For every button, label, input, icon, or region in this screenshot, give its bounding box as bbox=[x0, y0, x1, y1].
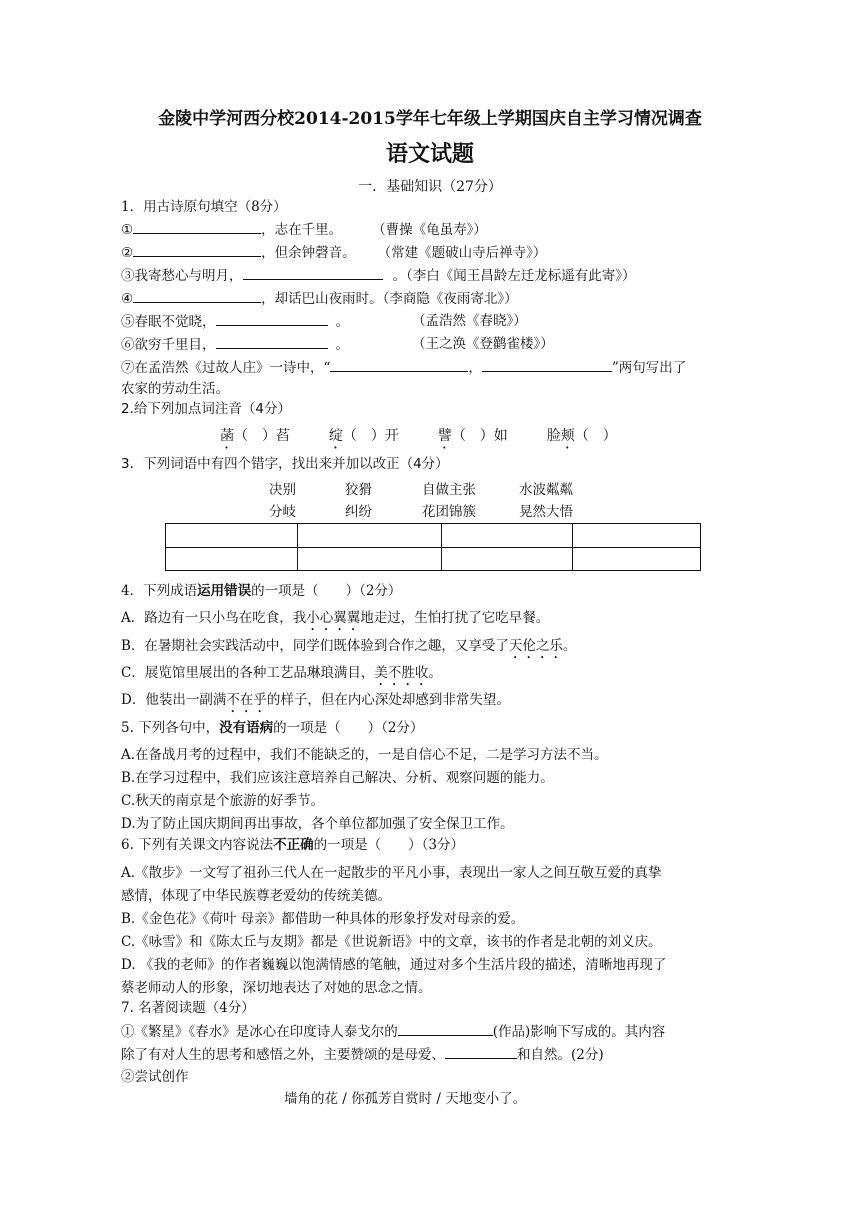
q2-items bbox=[220, 426, 617, 452]
answer-blank[interactable] bbox=[398, 1021, 493, 1036]
q5-option-a: A.在备战月考的过程中，我们不能缺乏的，一是自信心不足，二是学习方法不当。 bbox=[121, 747, 608, 763]
answer-cell[interactable] bbox=[298, 547, 442, 571]
q2-item: 菡（ ）萏 bbox=[220, 428, 290, 444]
q1-item-3: ③我寄愁心与明月， 。（李白《闻王昌龄左迁龙标遥有此寄》） bbox=[121, 265, 636, 286]
q6-stem: 6. 下列有关课文内容说法不正确的一项是（ ）（3分） bbox=[121, 837, 465, 853]
q6-option-a-cont: 感情，体现了中华民族尊老爱幼的传统美德。 bbox=[121, 888, 391, 904]
answer-cell[interactable] bbox=[573, 524, 701, 548]
answer-blank[interactable] bbox=[133, 219, 261, 234]
q1-item-5: ⑤春眠不觉晓， 。 bbox=[121, 311, 349, 332]
answer-blank[interactable] bbox=[216, 334, 328, 349]
q1-item-5-source: （孟浩然《春晓》） bbox=[412, 313, 527, 329]
q1-item-6: ⑥欲穷千里目， 。 bbox=[121, 334, 349, 355]
q1-item-7: ⑦在孟浩然《过故人庄》一诗中，“ ， ”两句写出了 bbox=[121, 357, 686, 378]
q5-option-d: D.为了防止国庆期间再出事故，各个单位都加强了安全保卫工作。 bbox=[121, 816, 514, 832]
q7-part2: ②尝试创作 bbox=[121, 1069, 189, 1085]
answer-blank[interactable] bbox=[216, 311, 328, 326]
q2-stem: 2.给下列加点词注音（4分） bbox=[121, 401, 291, 417]
q6-option-d-cont: 蔡老师动人的形象，深切地表达了对她的思念之情。 bbox=[121, 980, 432, 996]
q3-word: 水波粼粼 bbox=[519, 482, 573, 498]
q5-stem: 5. 下列各句中，没有语病的一项是（ ）（2分） bbox=[121, 720, 424, 736]
q3-word: 纠纷 bbox=[345, 504, 372, 520]
q7-part1-line1: ①《繁星》《春水》是冰心在印度诗人泰戈尔的 (作品)影响下写成的。其内容 bbox=[121, 1021, 665, 1042]
poem-line: 墙角的花 / 你孤芳自赏时 / 天地变小了。 bbox=[284, 1091, 527, 1107]
answer-blank[interactable] bbox=[243, 265, 383, 280]
q2-item: 譬（ ）如 bbox=[437, 428, 508, 444]
exam-title: 金陵中学河西分校2014-2015学年七年级上学期国庆自主学习情况调查 bbox=[158, 109, 702, 129]
q4-option-a: A．路边有一只小鸟在吃食，我小心翼翼地走过，生怕打扰了它吃早餐。 bbox=[121, 610, 550, 626]
q6-option-a: A.《散步》一文写了祖孙三代人在一起散步的平凡小事，表现出一家人之间互敬互爱的真挚 bbox=[121, 865, 662, 881]
q4-stem: 4．下列成语运用错误的一项是（ ）（2分） bbox=[121, 583, 402, 599]
q6-option-c: C.《咏雪》和《陈太丘与友期》都是《世说新语》中的文章，该书的作者是北朝的刘义庆。 bbox=[121, 934, 662, 950]
answer-blank[interactable] bbox=[133, 242, 261, 257]
q5-option-c: C.秋天的南京是个旅游的好季节。 bbox=[121, 793, 325, 809]
q3-word: 决别 bbox=[269, 482, 296, 498]
q1-item-1: ① ，志在千里。 （曹操《龟虽寿》） bbox=[121, 219, 487, 240]
answer-blank[interactable] bbox=[330, 357, 468, 372]
q5-option-b: B.在学习过程中，我们应该注意培养自己解决、分析、观察问题的能力。 bbox=[121, 770, 554, 786]
q3-stem: 3．下列词语中有四个错字，找出来并加以改正（4分） bbox=[121, 456, 449, 472]
subject-title: 语文试题 bbox=[385, 141, 474, 167]
answer-cell[interactable] bbox=[166, 524, 298, 548]
answer-cell[interactable] bbox=[442, 547, 573, 571]
q4-option-c: C．展览馆里展出的各种工艺品琳琅满目，美不胜收。 bbox=[121, 665, 442, 681]
answer-cell[interactable] bbox=[166, 547, 298, 571]
q6-option-d: D. 《我的老师》的作者巍巍以饱满情感的笔触，通过对多个生活片段的描述，清晰地再现了 bbox=[121, 957, 667, 973]
q4-option-d: D．他装出一副满不在乎的样子，但在内心深处却感到非常失望。 bbox=[121, 692, 510, 708]
answer-blank[interactable] bbox=[133, 288, 261, 303]
q7-part1-line2: 除了有对人生的思考和感悟之外，主要赞颂的是母爱、 和自然。(2分) bbox=[121, 1044, 604, 1065]
answer-cell[interactable] bbox=[298, 524, 442, 548]
q2-item: 脸颊（ ） bbox=[546, 428, 617, 444]
q3-word: 分岐 bbox=[269, 504, 296, 520]
q1-item-4: ④ ，却话巴山夜雨时。（李商隐《夜雨寄北》） bbox=[121, 288, 518, 309]
q4-option-b: B．在暑期社会实践活动中，同学们既体验到合作之趣，又享受了天伦之乐。 bbox=[121, 638, 577, 654]
q3-word: 自做主张 bbox=[422, 482, 476, 498]
q2-item: 绽（ ）开 bbox=[328, 428, 399, 444]
answer-cell[interactable] bbox=[442, 524, 573, 548]
section-heading: 一．基础知识（27分） bbox=[358, 179, 502, 195]
answer-table bbox=[165, 523, 701, 571]
q1-item-6-source: （王之涣《登鹳雀楼》） bbox=[412, 336, 554, 352]
q3-word: 狡猾 bbox=[345, 482, 372, 498]
q1-item-2: ② ，但余钟磬音。 （常建《题破山寺后禅寺》） bbox=[121, 242, 546, 263]
q6-option-b: B.《金色花》《荷叶 母亲》都借助一种具体的形象抒发对母亲的爱。 bbox=[121, 911, 525, 927]
q7-stem: 7. 名著阅读题（4分） bbox=[121, 1000, 255, 1016]
q1-stem: 1．用古诗原句填空（8分） bbox=[121, 199, 287, 215]
answer-cell[interactable] bbox=[573, 547, 701, 571]
q3-word: 晃然大悟 bbox=[519, 504, 573, 520]
q1-item-7-cont: 农家的劳动生活。 bbox=[121, 381, 229, 397]
answer-blank[interactable] bbox=[482, 357, 612, 372]
answer-blank[interactable] bbox=[445, 1044, 517, 1059]
q3-word: 花团锦簇 bbox=[422, 504, 476, 520]
